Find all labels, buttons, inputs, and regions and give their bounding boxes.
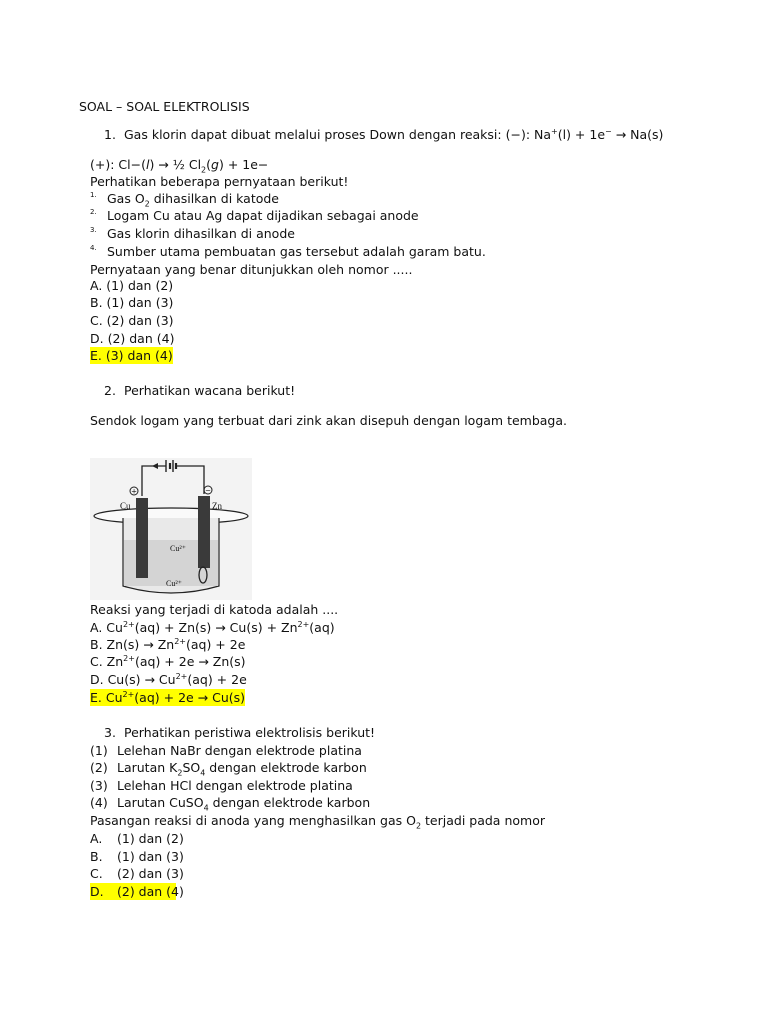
q2-number: 2. (104, 383, 116, 398)
minus-sign: − (205, 486, 211, 495)
q2-option-d: D. $Cu(s) \to Cu^{2+}(aq) + 2e$ (90, 671, 247, 687)
q3-option-c: C. (2) dan (3) (90, 866, 184, 881)
q1-option-b: B. (1) dan (3) (90, 295, 174, 310)
ion-label-bottom: Cu²⁺ (166, 579, 182, 588)
q3-option-d-correct: D. (2) dan (4) (90, 884, 184, 899)
q2-passage: Sendok logam yang terbuat dari zink akan disepuh dengan logam tembaga. (90, 413, 567, 428)
zn-electrode-label: Zn (212, 501, 222, 511)
q1-option-e-correct: E. (3) dan (4) (90, 348, 173, 363)
q1-plus-equation: (+): Cl−(l) → ½ $Cl_2(g) + 1e-$ (90, 157, 269, 175)
ion-label-top: Cu²⁺ (170, 544, 186, 553)
q1-option-c: C. (2) dan (3) (90, 313, 174, 328)
q1-intro: Perhatikan beberapa pernyataan berikut! (90, 174, 349, 189)
q1-option-d: D. (2) dan (4) (90, 331, 175, 346)
q3-item: (1) Lelehan NaBr dengan elektrode platina (90, 743, 362, 758)
q3-item: (4) Larutan CuSO$_4$ dengan elektrode karbon (90, 795, 371, 813)
q2-option-a: A. $Cu^{2+}(aq) + Zn(s) \to Cu(s) + Zn^{2+}(aq)$ (90, 619, 335, 635)
doc-title: SOAL – SOAL ELEKTROLISIS (79, 99, 250, 114)
q3-prompt: Pasangan reaksi di anoda yang menghasilkan gas $O_2$ terjadi pada nomor (90, 813, 545, 831)
q3-option-a: A. (1) dan (2) (90, 831, 184, 846)
q2-option-b: B. $Zn(s) \to Zn^{2+}(aq) + 2e$ (90, 636, 246, 652)
q2-prompt: Reaksi yang terjadi di katoda adalah .... (90, 602, 339, 617)
q2-option-c: C. $Zn^{2+}(aq) + 2e \to Zn(s)$ (90, 653, 246, 669)
q1-option-a: A. (1) dan (2) (90, 278, 174, 293)
q1-number: 1. (104, 127, 116, 142)
q3-number: 3. (104, 725, 116, 740)
plus-sign: + (131, 487, 137, 496)
q3-option-b: B. (1) dan (3) (90, 849, 184, 864)
q3-stem: Perhatikan peristiwa elektrolisis berikut! (124, 725, 376, 740)
q1-stem: Gas klorin dapat dibuat melalui proses Down dengan reaksi: (−): Na+(l) + 1e− → Na(s) (124, 126, 664, 142)
q2-stem: Perhatikan wacana berikut! (124, 383, 296, 398)
q2-option-e-correct: E. $Cu^{2+}(aq) + 2e \to Cu(s)$ (90, 689, 246, 705)
electroplating-diagram (90, 458, 252, 600)
q3-item: (3) Lelehan HCl dengan elektrode platina (90, 778, 353, 793)
q1-prompt: Pernyataan yang benar ditunjukkan oleh nomor ..... (90, 262, 413, 277)
q3-item: (2) Larutan $K_2SO_4$ dengan elektrode karbon (90, 760, 367, 778)
cu-electrode-label: Cu (120, 501, 131, 511)
